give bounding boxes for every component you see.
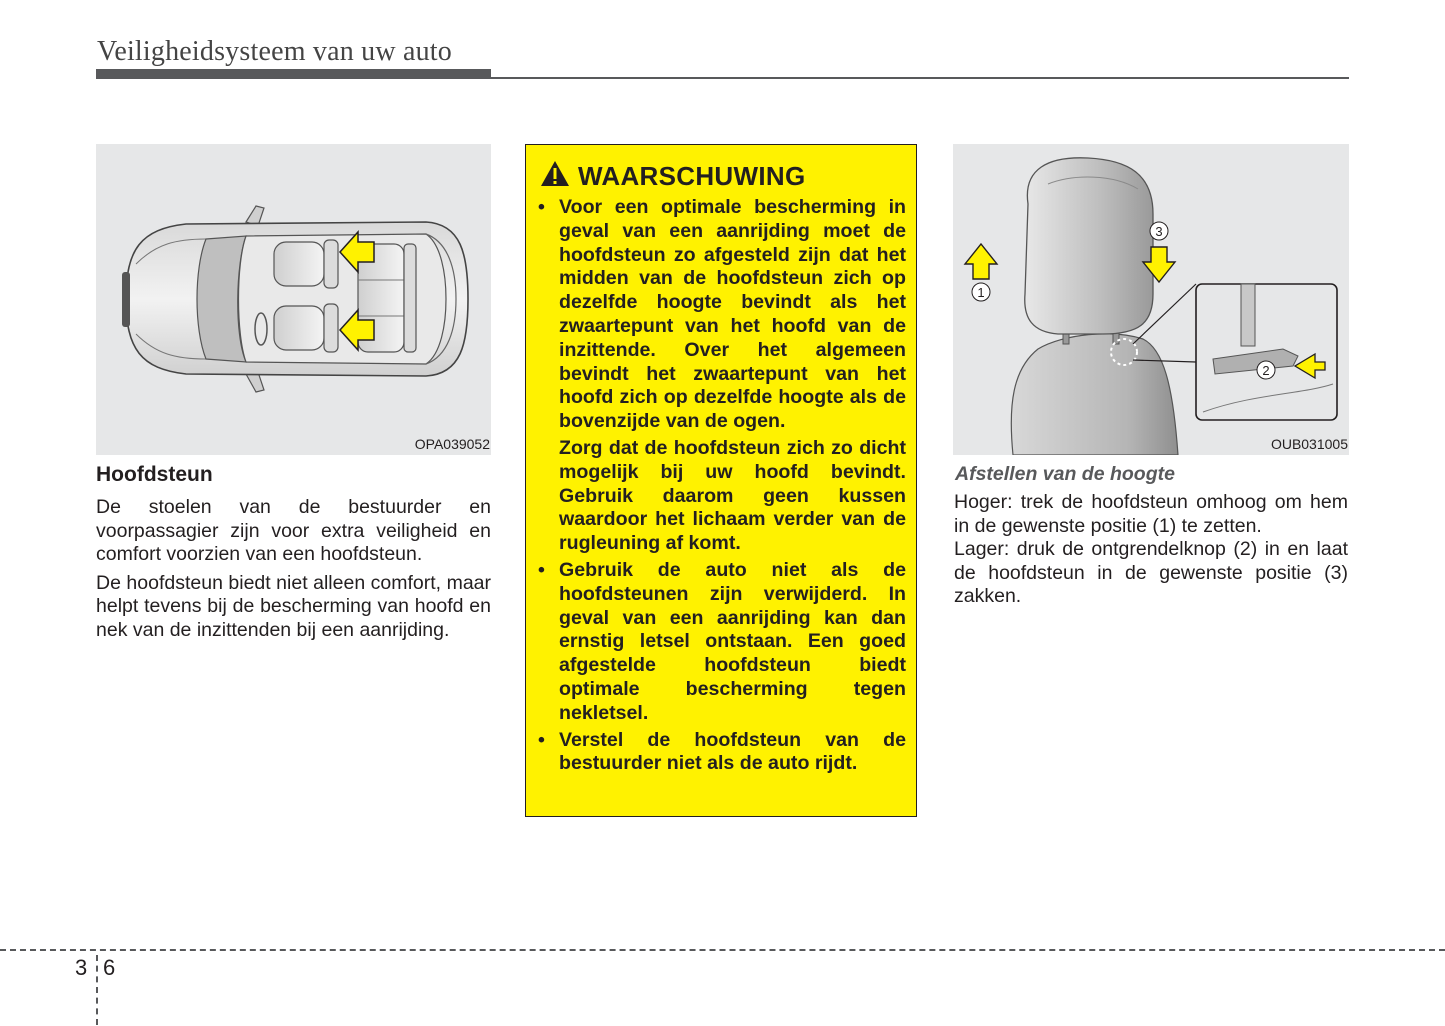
paragraph: Gebruik de auto niet als de hoofdsteunen zijn verwijderd. In geval van een aanrijding kan dan ernstig letsel ontstaan. Een goed afgestelde hoofdsteun biedt optimale bescherming tegen nekletsel.: [559, 558, 906, 724]
paragraph: Hoger: trek de hoofdsteun omhoog om hem in de gewenste positie (1) te zetten.: [954, 491, 1348, 537]
bullet: •: [538, 728, 545, 751]
bullet: •: [538, 196, 545, 218]
bullet: •: [538, 558, 545, 581]
warning-list: [538, 196, 906, 779]
warning-box: [525, 144, 917, 817]
paragraph: Voor een optimale bescherming in geval van een aanrijding moet de hoofdsteun zo afgesteld zijn dat het midden van de hoofdsteun zich op dezelfde hoogte bevindt als het zwaartepunt van het hoofd van de inzittende. Over het algemeen bevindt het zwaartepunt van het hoofd zich op dezelfde hoogte als de bovenzijde van de ogen.: [559, 196, 906, 433]
callout-1-label: 1: [977, 285, 985, 300]
paragraph: Zorg dat de hoofdsteun zich zo dicht mogelijk bij uw hoofd bevindt. Gebruik daarom geen kussen waardoor het lichaam verder van de rugleuning af komt.: [559, 436, 906, 555]
figure-code: OUB031005: [1270, 436, 1348, 452]
callout-3: [1150, 222, 1168, 240]
paragraph: Verstel de hoofdsteun van de bestuurder niet als de auto rijdt.: [559, 728, 906, 775]
list-item: [538, 559, 906, 726]
warning-triangle-icon: [540, 160, 570, 192]
header-rule: [96, 77, 1349, 79]
left-body-text: [96, 496, 491, 648]
headrest-illustration: [953, 144, 1349, 455]
chapter-number: 3: [75, 955, 88, 980]
callout-1: [972, 283, 990, 301]
figure-code: OPA039052: [414, 436, 490, 452]
page-number: 6: [103, 955, 116, 980]
section-heading: Hoofdsteun: [96, 463, 213, 486]
list-item: [538, 196, 906, 556]
section-subheading: Afstellen van de hoogte: [955, 463, 1175, 485]
right-body-text: [954, 491, 1348, 614]
paragraph: De stoelen van de bestuurder en voorpassagier zijn voor extra veiligheid en comfort voorzien van een hoofdsteun.: [96, 496, 491, 566]
page-header-title: Veiligheidsysteem van uw auto: [97, 36, 452, 67]
figure-headrest-adjustment: [953, 144, 1349, 455]
callout-2-label: 2: [1262, 363, 1270, 378]
warning-header: [540, 161, 805, 191]
list-item: [538, 729, 906, 777]
footer-dashed-rule: [0, 949, 1445, 951]
footer-dashed-divider: [96, 955, 98, 1025]
figure-car-top-view: [96, 144, 491, 455]
paragraph: De hoofdsteun biedt niet alleen comfort, maar helpt tevens bij de bescherming van hoofd en nek van de inzittenden bij een aanrijding.: [96, 571, 491, 641]
paragraph: Lager: druk de ontgrendelknop (2) in en laat de hoofdsteun in de gewenste positie (3) zakken.: [954, 538, 1348, 608]
warning-title: WAARSCHUWING: [578, 160, 806, 191]
car-top-view-illustration: [96, 144, 491, 455]
callout-2: [1257, 361, 1275, 379]
callout-3-label: 3: [1155, 224, 1163, 239]
